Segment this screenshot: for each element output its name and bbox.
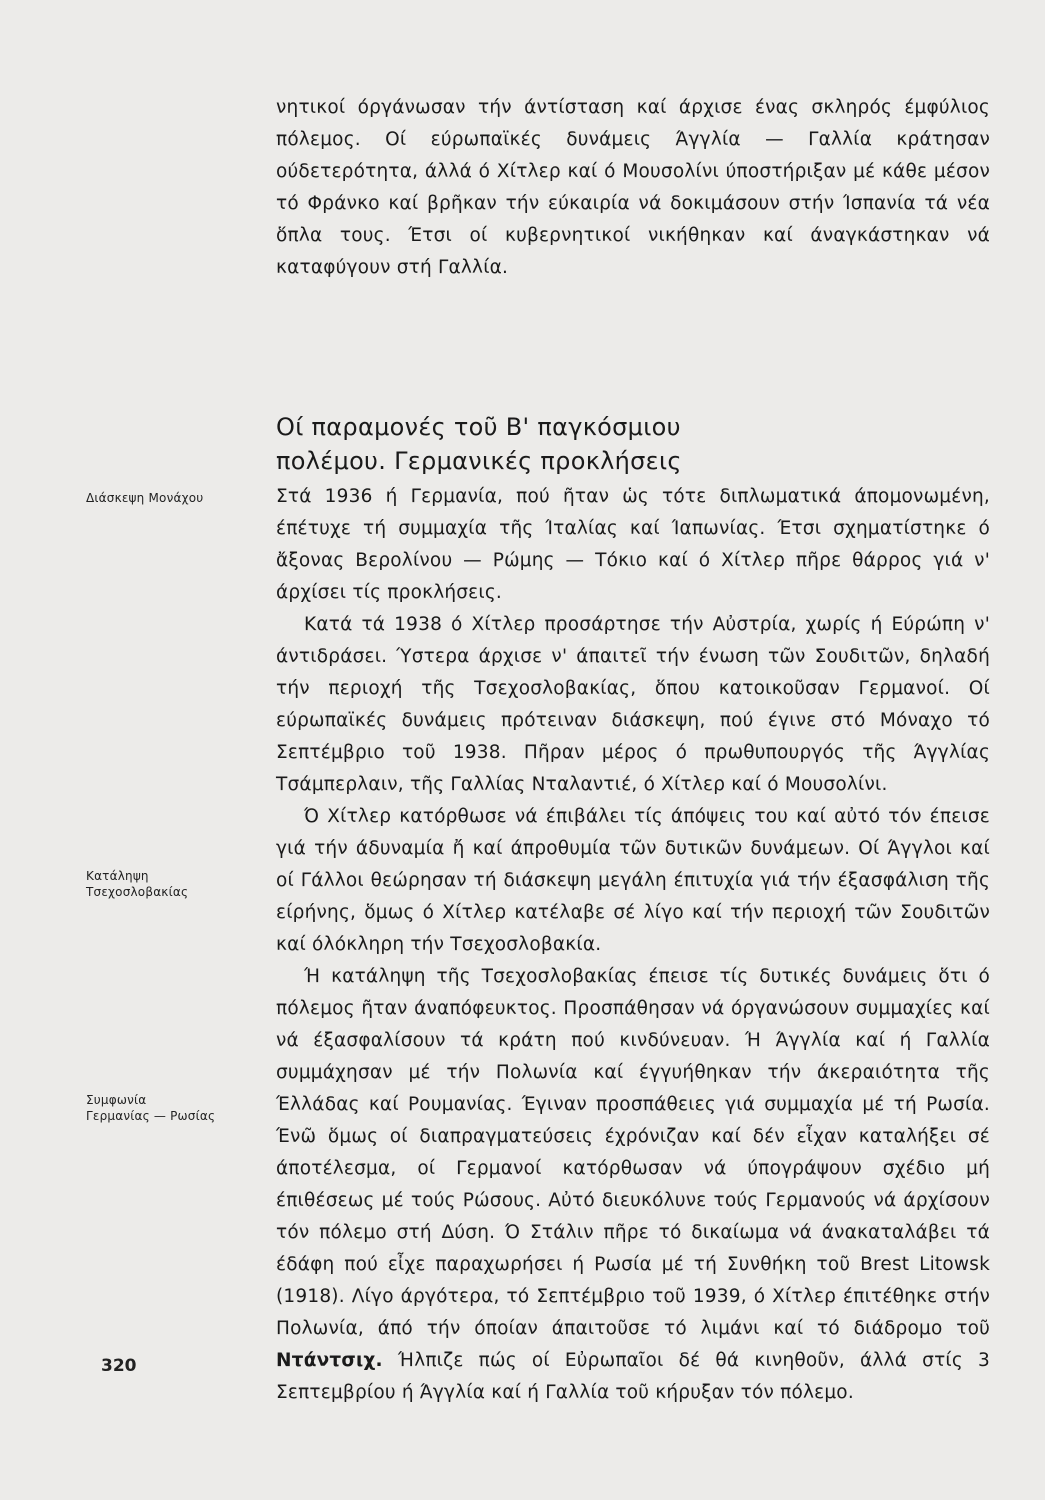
intro-paragraph-block bbox=[276, 92, 990, 284]
margin-note-pact-line-1: Συμφωνία bbox=[86, 1093, 147, 1107]
body-text-block bbox=[276, 481, 990, 1409]
page-number: 320 bbox=[101, 1356, 137, 1376]
paragraph-3: Ό Χίτλερ κατόρθωσε νά έπιβάλει τίς άπόψεις του καί αὐτό τόν έπεισε γιά τήν άδυναμία ἤ καί άπροθυμία τῶν δυτικῶν δυνάμεων. Οί Άγγλοι καί οί Γάλλοι θεώρησαν τή διάσκεψη μεγάλη έπιτυχία γιά τήν έξασφάλιση τῆς είρήνης, ὅμως ό Χίτλερ κατέλαβε σέ λίγο καί τήν περιοχή τῶν Σουδιτῶν καί όλόκληρη τήν Τσεχοσλοβακία. bbox=[276, 806, 990, 955]
margin-note-czech-line-1: Κατάληψη bbox=[86, 869, 149, 883]
margin-note-munich-text: Διάσκεψη Μονάχου bbox=[86, 491, 204, 505]
section-heading-line-1: Οί παραμονές τοῦ Β' παγκόσμιου bbox=[276, 413, 681, 441]
paragraph-4-end: Ήλπιζε πώς οί Εὐρωπαῖοι δέ θά κινηθοῦν, άλλά στίς 3 Σεπτεμβρίου ή Άγγλία καί ή Γαλλία τοῦ κήρυξαν τόν πόλεμο. bbox=[276, 1350, 990, 1403]
section-heading bbox=[276, 410, 876, 478]
intro-paragraph: νητικοί όργάνωσαν τήν άντίσταση καί άρχισε ένας σκληρός έμφύλιος πόλεμος. Οί εύρωπαϊκές δυνάμεις Άγγλία — Γαλλία κράτησαν ούδετερότητα, άλλά ό Χίτλερ καί ό Μουσολίνι ύποστήριξαν μέ κάθε μέσον τό Φράνκο καί βρῆκαν τήν εύκαιρία νά δοκιμάσουν στήν Ίσπανία τά νέα ὅπλα τους. Έτσι οί κυβερνητικοί νικήθηκαν καί άναγκάστηκαν νά καταφύγουν στή Γαλλία. bbox=[276, 97, 990, 278]
margin-note-czech-line-2: Τσεχοσλοβακίας bbox=[86, 885, 189, 899]
margin-note-pact-line-2: Γερμανίας — Ρωσίας bbox=[86, 1109, 216, 1123]
margin-note-munich bbox=[86, 490, 266, 506]
margin-note-pact bbox=[86, 1092, 266, 1124]
paragraph-2: Κατά τά 1938 ό Χίτλερ προσάρτησε τήν Αὐστρία, χωρίς ή Εύρώπη ν' άντιδράσει. Ύστερα άρχισε ν' άπαιτεῖ τήν ένωση τῶν Σουδιτῶν, δηλαδή τήν περιοχή τῆς Τσεχοσλοβακίας, ὅπου κατοικοῦσαν Γερμανοί. Οί εύρωπαϊκές δυνάμεις πρότειναν διάσκεψη, πού έγινε στό Μόναχο τό Σεπτέμβριο τοῦ 1938. Πῆραν μέρος ό πρωθυπουργός τῆς Άγγλίας Τσάμπερλαιν, τῆς Γαλλίας Νταλαντιέ, ό Χίτλερ καί ό Μουσολίνι. bbox=[276, 614, 990, 795]
paragraph-4 bbox=[276, 961, 990, 1409]
paragraph-4-text: Ή κατάληψη τῆς Τσεχοσλοβακίας έπεισε τίς δυτικές δυνάμεις ὅτι ό πόλεμος ῆταν άναπόφευκτος. Προσπάθησαν νά όργανώσουν συμμαχίες καί νά έξασφαλίσουν τά κράτη πού κινδύνευαν. Ή Άγγλία καί ή Γαλλία συμμάχησαν μέ τήν Πολωνία καί έγγυήθηκαν τήν άκεραιότητα τῆς Έλλάδας καί Ρουμανίας. Έγιναν προσπάθειες γιά συμμαχία μέ τή Ρωσία. Ένῶ ὅμως οί διαπραγματεύσεις έχρόνιζαν καί δέν εἶχαν καταλήξει σέ άποτέλεσμα, οί Γερμανοί κατόρθωσαν νά ύπογράψουν σχέδιο μή έπιθέσεως μέ τούς Ρώσους. Αὐτό διευκόλυνε τούς Γερμανούς νά άρχίσουν τόν πόλεμο στή Δύση. Ό Στάλιν πῆρε τό δικαίωμα νά άνακαταλάβει τά έδάφη πού εἶχε παραχωρήσει ή Ρωσία μέ τή Συνθήκη τοῦ Brest Litowsk (1918). Λίγο άργότερα, τό Σεπτέμβριο τοῦ 1939, ό Χίτλερ έπιτέθηκε στήν Πολωνία, άπό τήν όποίαν άπαιτοῦσε τό λιμάνι καί τό διάδρομο τοῦ bbox=[276, 966, 990, 1339]
section-heading-line-2: πολέμου. Γερμανικές προκλήσεις bbox=[276, 447, 682, 475]
paragraph-4-bold-city: Ντάντσιχ. bbox=[276, 1350, 383, 1371]
paragraph-1: Στά 1936 ή Γερμανία, πού ῆταν ὡς τότε διπλωματικά άπομονωμένη, έπέτυχε τή συμμαχία τῆς Ίταλίας καί Ίαπωνίας. Έτσι σχηματίστηκε ό ἄξονας Βερολίνου — Ρώμης — Τόκιο καί ό Χίτλερ πῆρε θάρρος γιά ν' άρχίσει τίς προκλήσεις. bbox=[276, 486, 990, 603]
margin-note-czech bbox=[86, 868, 266, 900]
